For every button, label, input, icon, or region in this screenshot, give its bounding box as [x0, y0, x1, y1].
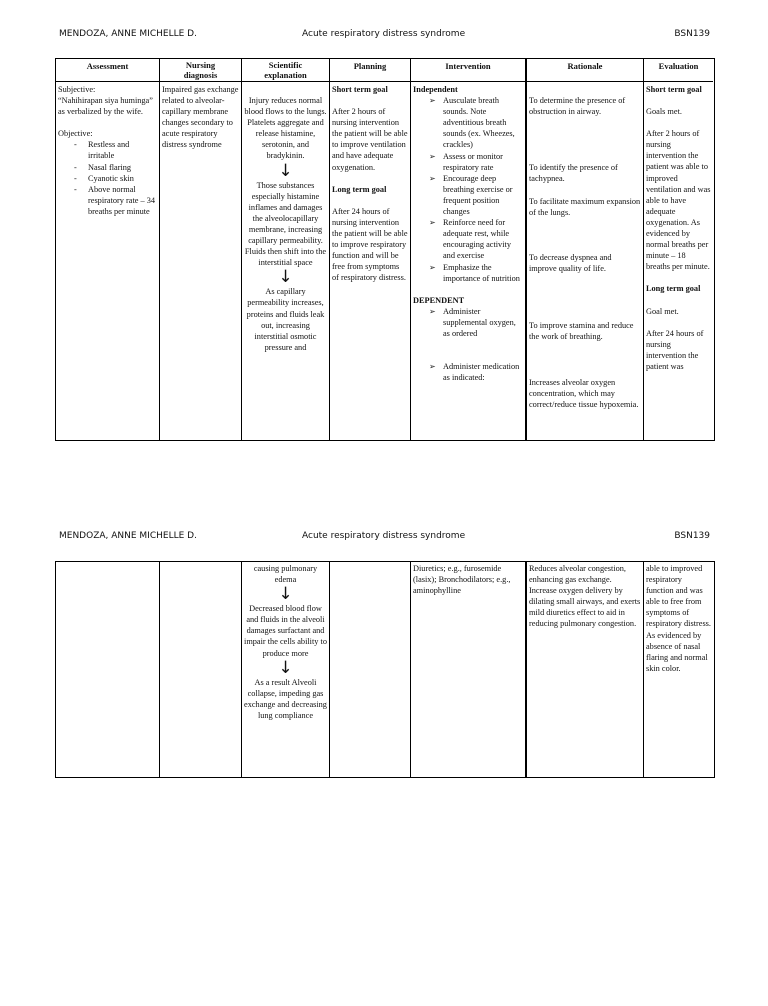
rationale-paragraph: To improve stamina and reduce the work of breathing.	[529, 321, 634, 342]
intervention-cell: Diuretics; e.g., furosemide (lasix); Bronchodilators; e.g., aminophylline	[413, 564, 511, 596]
evaluation-cell: able to improved respiratory function and was able to free from symptoms of respiratory distress. As evidenced by absence of nasal flaring and normal skin color.	[646, 564, 711, 673]
rationale-paragraph: To facilitate maximum expansion of the lungs.	[529, 197, 641, 218]
down-arrow-icon: ↓	[278, 267, 293, 288]
dependent-label: DEPENDENT	[413, 295, 465, 305]
student-name: MENDOZA, ANNE MICHELLE D.	[59, 29, 197, 39]
assessment-column	[56, 562, 160, 777]
explanation-paragraph: Those substances especially histamine inflames and damages the alveolocapillary membrane, increasing capillary permeability. Fluids then shift into the interstitial space	[244, 180, 327, 268]
subjective-label: Subjective:	[58, 85, 96, 94]
rationale-column	[527, 59, 644, 440]
header-intervention: Intervention	[411, 59, 525, 82]
document-title: Acute respiratory distress syndrome	[302, 531, 466, 541]
list-item: - Above normal respiratory rate – 34 breaths per minute	[88, 184, 157, 217]
intervention-column	[411, 562, 527, 777]
rationale-paragraph: To identify the presence of tachypnea.	[529, 163, 618, 184]
explanation-column	[242, 562, 330, 777]
independent-label: Independent	[413, 85, 458, 94]
subjective-text: “Nahihirapan siya huminga” as verbalized by the wife.	[58, 96, 153, 117]
rationale-cell	[529, 59, 641, 440]
down-arrow-icon: ↓	[278, 160, 293, 181]
header-planning: Planning	[330, 59, 410, 82]
short-term-goal-label: Short term goal	[332, 85, 388, 94]
list-item: - Nasal flaring	[88, 162, 157, 173]
list-item: ➢ Reinforce need for adequate rest, while encouraging activity and exercise	[443, 217, 523, 261]
header-rationale: Rationale	[527, 59, 643, 82]
rationale-column	[527, 562, 644, 777]
header-explanation: Scientific explanation	[242, 59, 329, 82]
objective-label: Objective:	[58, 129, 93, 139]
long-term-goal-label: Long term goal	[646, 284, 701, 294]
intervention-column	[411, 59, 527, 440]
long-term-goal-label: Long term goal	[332, 184, 387, 194]
list-item: ➢ Emphasize the importance of nutrition	[443, 262, 523, 284]
objective-list	[58, 139, 157, 217]
planning-cell	[332, 84, 408, 283]
explanation-paragraph: causing pulmonary edema	[253, 564, 318, 585]
rationale-paragraph: Increases alveolar oxygen concentration, which may correct/reduce tissue hypoxemia.	[529, 378, 639, 410]
list-item: ➢ Administer medication as indicated:	[443, 361, 523, 383]
header-evaluation: Evaluation	[644, 59, 713, 82]
explanation-paragraph: Injury reduces normal blood flows to the lungs. Platelets aggregate and release histamine, serotonin, and bradykinin.	[244, 96, 327, 161]
document-title: Acute respiratory distress syndrome	[302, 29, 466, 39]
rationale-cell: Reduces alveolar congestion, enhancing gas exchange. Increase oxygen delivery by dilating small airways, and exerts mild diuretics effect to aid in reducing pulmonary congestion.	[529, 564, 641, 629]
list-item: - Cyanotic skin	[88, 173, 157, 184]
evaluation-column	[644, 562, 713, 777]
planning-column	[330, 562, 411, 777]
assessment-cell	[58, 84, 157, 217]
long-goal-evaluation: After 24 hours of nursing intervention the patient was	[646, 328, 704, 371]
course-code: BSN139	[674, 531, 710, 541]
diagnosis-column	[160, 562, 242, 777]
assessment-column	[56, 59, 160, 440]
long-term-goal-text: After 24 hours of nursing intervention the patient will be able to improve respiratory function and will be free from symptoms of respiratory distress.	[332, 206, 408, 283]
planning-column	[330, 59, 411, 440]
intervention-cell	[413, 84, 523, 383]
short-goal-status: Goals met.	[646, 107, 682, 117]
list-item: - Restless and irritable	[88, 139, 157, 161]
header-assessment: Assessment	[56, 59, 159, 82]
rationale-paragraph: To decrease dyspnea and improve quality of life.	[529, 253, 612, 274]
short-goal-evaluation: After 2 hours of nursing intervention the patient was able to improved ventilation and was able to have adequate oxygenation. As evidenced by normal breaths per minute – 18 breaths per minute.	[646, 129, 711, 272]
list-item: ➢ Encourage deep breathing exercise or frequent position changes	[443, 173, 523, 217]
explanation-cell	[244, 563, 327, 721]
list-item: ➢ Administer supplemental oxygen, as ordered	[443, 306, 523, 339]
rationale-paragraph: To determine the presence of obstruction in airway.	[529, 96, 626, 117]
short-term-goal-text: After 2 hours of nursing intervention the patient will be able to improve ventilation and have adequate oxygenation.	[332, 107, 408, 172]
dependent-list	[413, 306, 523, 383]
student-name: MENDOZA, ANNE MICHELLE D.	[59, 531, 197, 541]
long-goal-status: Goal met.	[646, 306, 679, 316]
explanation-paragraph: Decreased blood flow and fluids in the alveoli damages surfactant and impair the cells ability to produce more	[244, 604, 327, 658]
short-term-goal-label: Short term goal	[646, 85, 702, 94]
care-plan-table-page2	[55, 561, 715, 778]
explanation-paragraph: As a result Alveoli collapse, impeding gas exchange and decreasing lung compliance	[244, 677, 327, 720]
care-plan-table-page1	[55, 58, 715, 441]
evaluation-cell	[646, 84, 711, 372]
header-diagnosis: Nursing diagnosis	[160, 59, 241, 82]
down-arrow-icon: ↓	[278, 657, 293, 678]
evaluation-column	[644, 59, 713, 440]
list-item: ➢ Assess or monitor respiratory rate	[443, 151, 523, 173]
list-item: ➢ Ausculate breath sounds. Note adventitious breath sounds (ex. Wheezes, crackles)	[443, 95, 523, 150]
down-arrow-icon: ↓	[278, 584, 293, 605]
explanation-cell	[244, 95, 327, 353]
diagnosis-column	[160, 59, 242, 440]
diagnosis-cell: Impaired gas exchange related to alveolar-capillary membrane changes secondary to acute respiratory distress syndrome	[162, 85, 239, 150]
independent-list	[413, 95, 523, 284]
explanation-paragraph: As capillary permeability increases, proteins and fluids leak out, increasing interstitial osmotic pressure and	[246, 287, 325, 352]
course-code: BSN139	[674, 29, 710, 39]
explanation-column	[242, 59, 330, 440]
